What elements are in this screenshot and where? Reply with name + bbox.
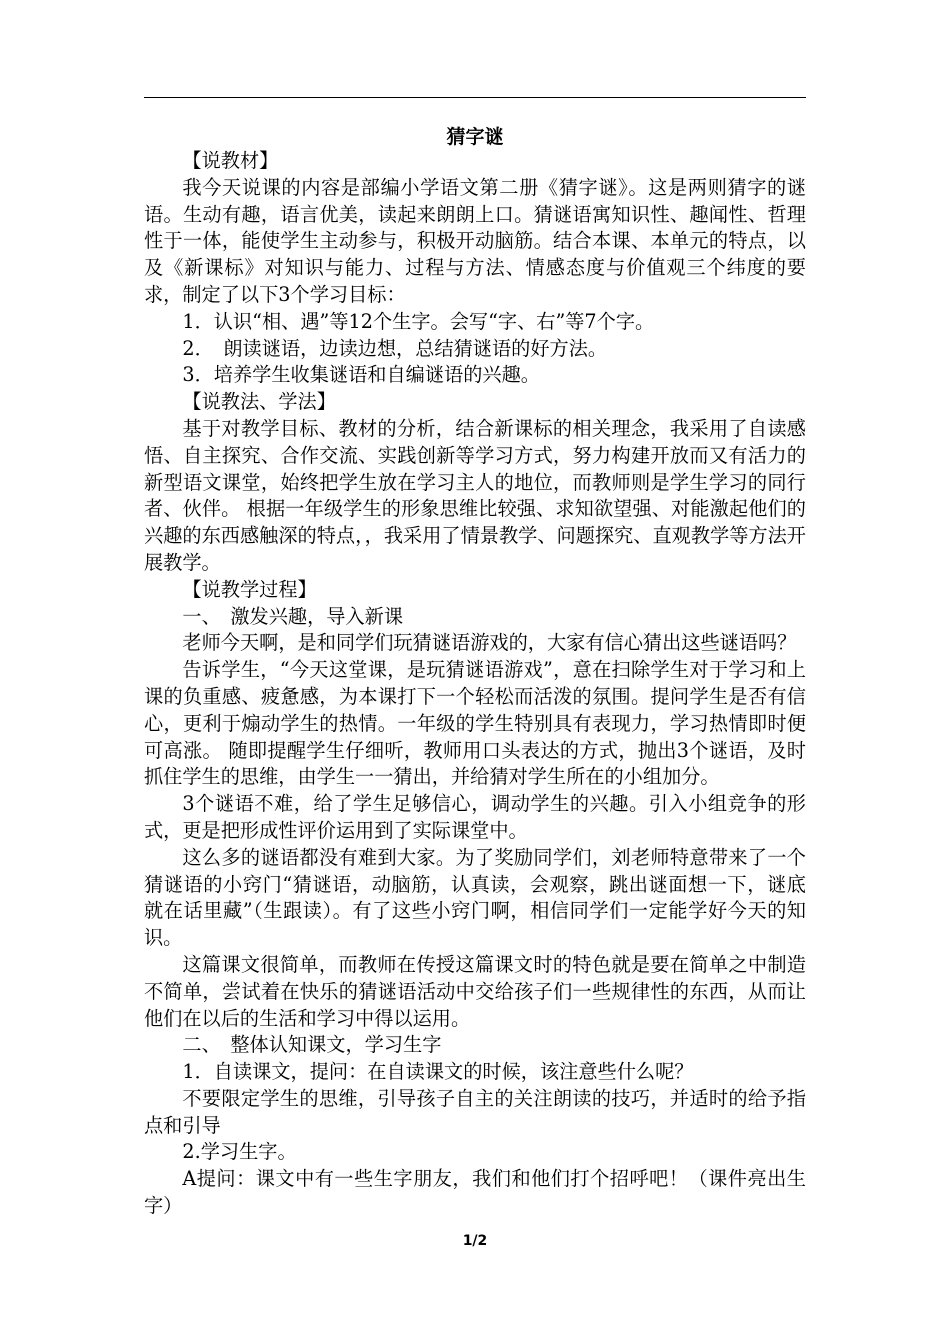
header-rule xyxy=(144,97,806,98)
section-heading-process: 【说教学过程】 xyxy=(182,577,317,601)
paragraph: 不要限定学生的思维，引导孩子自主的关注朗读的技巧，并适时的给予指点和引导 xyxy=(144,1086,806,1137)
paragraph: 告诉学生，“今天这堂课，是玩猜谜语游戏”，意在扫除学生对于学习和上课的负重感、疲惫感，为本课打下一个轻松而活泼的氛围。提问学生是否有信心，更利于煽动学生的热情。一年级的学生特别具有表现力，学习热情即时便可高涨。 随即提醒学生仔细听，教师用口头表达的方式，抛出3个谜语，及时抓住学生的思维，由学生一一猜出，并给猜对学生所在的小组加分。 xyxy=(144,658,806,789)
paragraph: 3个谜语不难，给了学生足够信心，调动学生的兴趣。引入小组竞争的形式，更是把形成性评价运用到了实际课堂中。 xyxy=(144,792,806,842)
paragraph: 2.学习生字。 xyxy=(182,1140,297,1164)
document-title: 猜字谜 xyxy=(446,126,504,148)
page-number: 1/2 xyxy=(462,1233,488,1249)
objective-item: 1．认识“相、遇”等12个生字。会写“字、右”等7个字。 xyxy=(182,309,655,333)
paragraph: 老师今天啊，是和同学们玩猜谜语游戏的，大家有信心猜出这些谜语吗？ xyxy=(182,631,797,655)
objective-item: 3．培养学生收集谜语和自编谜语的兴趣。 xyxy=(182,363,540,387)
subheading: 一、 激发兴趣，导入新课 xyxy=(182,604,404,628)
section-heading-textbook: 【说教材】 xyxy=(182,149,279,172)
subheading: 二、 整体认知课文，学习生字 xyxy=(182,1033,442,1057)
paragraph: 这么多的谜语都没有难到大家。为了奖励同学们，刘老师特意带来了一个猜谜语的小窍门“猜谜语，动脑筋，认真读，会观察，跳出谜面想一下，谜底就在话里藏”（生跟读）。有了这些小窍门啊，相信同学们一定能学好今天的知识。 xyxy=(144,845,806,950)
paragraph: A提问：课文中有一些生字朋友，我们和他们打个招呼吧！（课件亮出生字） xyxy=(144,1167,806,1218)
paragraph: 这篇课文很简单，而教师在传授这篇课文时的特色就是要在简单之中制造不简单，尝试着在快乐的猜谜语活动中交给孩子们一些规律性的东西，从而让他们在以后的生活和学习中得以运用。 xyxy=(144,952,806,1030)
objective-item: 2． 朗读谜语，边读边想，总结猜谜语的好方法。 xyxy=(182,336,608,360)
section-heading-methods: 【说教法、学法】 xyxy=(182,390,336,414)
paragraph: 我今天说课的内容是部编小学语文第二册《猜字谜》。这是两则猜字的谜语。生动有趣，语言优美，读起来朗朗上口。猜谜语寓知识性、趣闻性、哲理性于一体，能使学生主动参与，积极开动脑筋。结合本课、本单元的特点，以及《新课标》对知识与能力、过程与方法、情感态度与价值观三个纬度的要求，制定了以下3个学习目标： xyxy=(144,175,806,306)
paragraph: 1．自读课文，提问：在自读课文的时候，该注意些什么呢？ xyxy=(182,1060,694,1084)
document-body xyxy=(144,148,806,1220)
paragraph: 基于对教学目标、教材的分析，结合新课标的相关理念，我采用了自读感悟、自主探究、合作交流、实践创新等学习方式，努力构建开放而又有活力的新型语文课堂，始终把学生放在学习主人的地位，而教师则是学生学习的同行者、伙伴。 根据一年级学生的形象思维比较强、求知欲望强、对能激起他们的兴趣的东西感触深的特点，，我采用了情景教学、问题探究、直观教学等方法开展教学。 xyxy=(144,416,806,574)
